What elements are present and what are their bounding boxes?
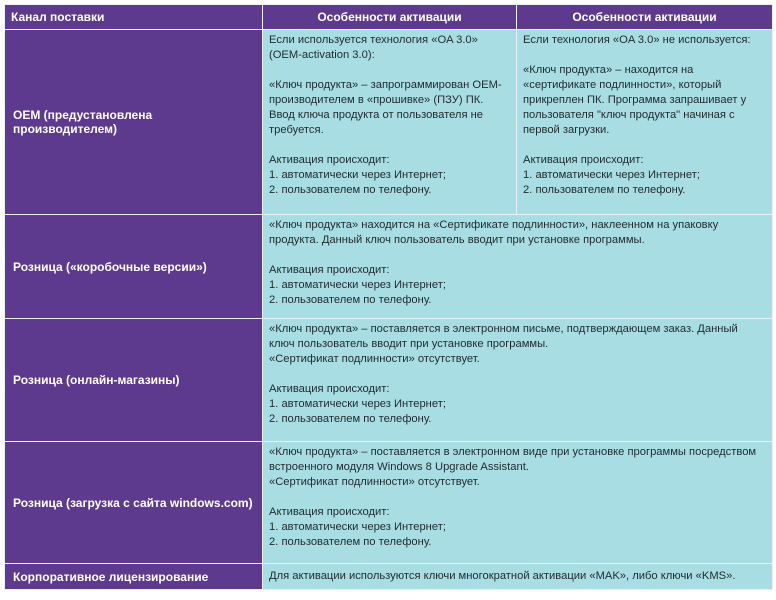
retail-online-note: «Сертификат подлинности» отсутствует. xyxy=(269,353,480,365)
table-row-oem xyxy=(5,30,773,215)
oem-oa3-activation-item: 2. пользователем по телефону. xyxy=(269,184,432,196)
cell-retail-online xyxy=(263,319,773,442)
oem-oa3-key: «Ключ продукта» – запрограммирован OEM-производителем в «прошивке» (ПЗУ) ПК. Ввод ключа продукта от пользователя не требуется. xyxy=(269,79,502,136)
row-label-volume-licensing: Корпоративное лицензирование xyxy=(5,564,263,590)
table-header-row xyxy=(5,5,773,30)
retail-online-text: «Ключ продукта» – поставляется в электронном письме, подтверждающем заказ. Данный ключ пользователь вводит при установке программы. xyxy=(269,323,738,350)
cell-oem-no-oa3 xyxy=(517,30,773,215)
retail-online-activation-item: 1. автоматически через Интернет; xyxy=(269,398,446,410)
cell-retail-download xyxy=(263,442,773,564)
oem-no-oa3-activation-item: 2. пользователем по телефону. xyxy=(523,184,686,196)
row-label-oem: OEM (предустановлена производителем) xyxy=(5,30,263,215)
cell-retail-box xyxy=(263,215,773,319)
retail-box-activation-item: 2. пользователем по телефону. xyxy=(269,294,432,306)
row-label-retail-download: Розница (загрузка с сайта windows.com) xyxy=(5,442,263,564)
cell-oem-oa3 xyxy=(263,30,517,215)
header-channel: Канал поставки xyxy=(5,5,263,30)
retail-online-activation-item: 2. пользователем по телефону. xyxy=(269,413,432,425)
oem-no-oa3-key: «Ключ продукта» – находится на «сертификате подлинности», который прикреплен ПК. Программа запрашивает у пользователя "ключ продукта" начиная с первой загрузки. xyxy=(523,64,747,136)
table-row-retail-download xyxy=(5,442,773,564)
oem-oa3-activation-title: Активация происходит: xyxy=(269,154,390,166)
retail-box-activation-title: Активация происходит: xyxy=(269,264,390,276)
oem-no-oa3-activation-title: Активация происходит: xyxy=(523,154,644,166)
table-row-retail-box xyxy=(5,215,773,319)
oem-no-oa3-intro: Если технология «OA 3.0» не используется: xyxy=(523,34,751,46)
table-row-retail-online xyxy=(5,319,773,442)
header-activation-1: Особенности активации xyxy=(263,5,517,30)
retail-box-text: «Ключ продукта» находится на «Сертификате подлинности», наклеенном на упаковку продукта. Данный ключ пользователь вводит при установке программы. xyxy=(269,219,719,246)
retail-download-activation-title: Активация происходит: xyxy=(269,506,390,518)
retail-download-activation-item: 1. автоматически через Интернет; xyxy=(269,521,446,533)
retail-download-note: «Сертификат подлинности» отсутствует. xyxy=(269,476,480,488)
retail-box-activation-item: 1. автоматически через Интернет; xyxy=(269,279,446,291)
retail-download-text: «Ключ продукта» – поставляется в электронном виде при установке программы посредством встроенного модуля Windows 8 Upgrade Assistant. xyxy=(269,446,757,473)
row-label-retail-online: Розница (онлайн-магазины) xyxy=(5,319,263,442)
activation-table xyxy=(4,4,773,590)
header-activation-2: Особенности активации xyxy=(517,5,773,30)
row-label-retail-box: Розница («коробочные версии») xyxy=(5,215,263,319)
table-row-volume-licensing xyxy=(5,564,773,590)
volume-licensing-text: Для активации используются ключи многократной активации «MAK», либо ключи «KMS». xyxy=(269,570,736,582)
oem-oa3-activation-item: 1. автоматически через Интернет; xyxy=(269,169,446,181)
cell-volume-licensing xyxy=(263,564,773,590)
oem-oa3-intro: Если используется технология «OA 3.0» (OEM-activation 3.0): xyxy=(269,34,478,61)
oem-no-oa3-activation-item: 1. автоматически через Интернет; xyxy=(523,169,700,181)
retail-online-activation-title: Активация происходит: xyxy=(269,383,390,395)
retail-download-activation-item: 2. пользователем по телефону. xyxy=(269,536,432,548)
